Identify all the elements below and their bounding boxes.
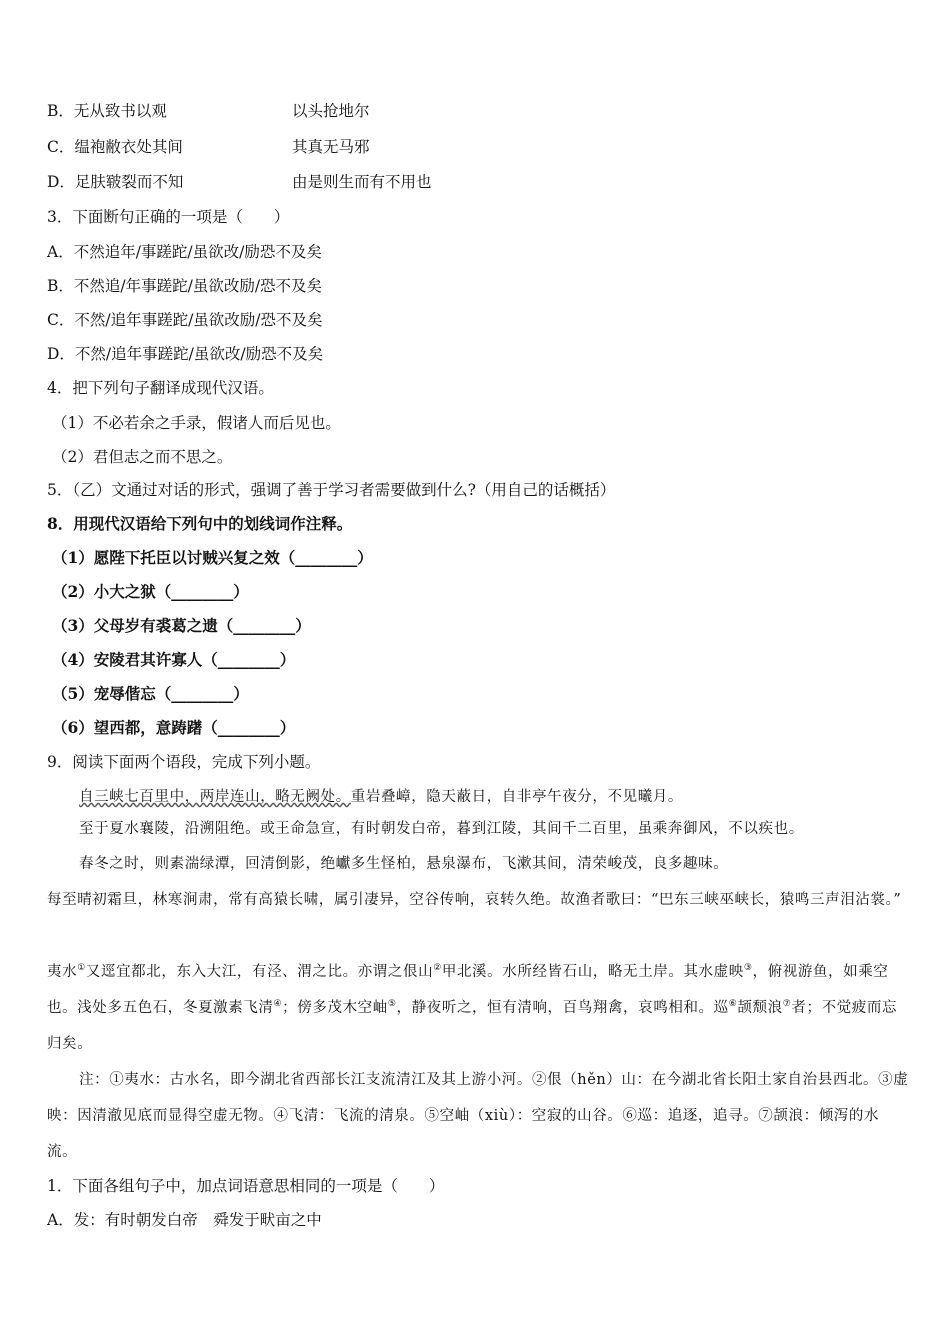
passage-text: ，静夜听之，恒有清响，百鸟翔禽，哀鸣相和。巡 (396, 1000, 729, 1016)
passage-text: 甲北溪。水所经皆石山，略无土岸。其水虚映 (441, 964, 744, 980)
passage-text: 重岩叠嶂，隐天蔽日，自非亭午夜分，不见曦月。 (350, 789, 684, 805)
passage-paragraph-2: 至于夏水襄陵，沿溯阻绝。或王命急宣，有时朝发白帝，暮到江陵，其间千二百里，虽乘奔御风，不以疾也。 (79, 821, 804, 837)
q3-option-a: A．不然追年/事蹉跎/虽欲改/励恐不及矣 (47, 243, 322, 261)
q8-item-3: （3）父母岁有裘葛之遗（________） (52, 616, 311, 635)
passage-text: 者；不觉疲而忘归矣。 (47, 1000, 898, 1052)
q5-stem: 5．（乙）文通过对话的形式，强调了善于学习者需要做到什么?（用自己的话概括） (47, 481, 616, 499)
q4-stem: 4．把下列句子翻译成现代汉语。 (47, 379, 274, 397)
q8-item-4: （4）安陵君其许寡人（________） (52, 650, 296, 669)
passage-text: 夷水 (47, 964, 78, 980)
q8-item-5: （5）宠辱偕忘（________） (52, 684, 249, 703)
q8-item-1: （1）愿陛下托臣以讨贼兴复之效（________） (52, 548, 373, 567)
passage-text: 又逕宜都北，东入大江，有泾、渭之比。亦谓之佷山 (85, 964, 434, 980)
q2-option-d-right: 由是则生而有不用也 (292, 173, 432, 191)
q3-option-d: D．不然/追年事蹉跎/虽欲改/励恐不及矣 (47, 345, 324, 363)
footnote-marker: ③ (743, 963, 753, 974)
q2-option-b-right: 以头抢地尔 (292, 102, 370, 120)
passage-paragraph-5 (47, 954, 909, 1062)
q8-item-6: （6）望西都，意踌躇（________） (52, 718, 296, 737)
q2-option-c-right: 其真无马邪 (292, 138, 370, 156)
passage-text: 颉颓浪 (737, 1000, 783, 1016)
q3-option-c: C．不然/追年事蹉跎/虽欲改励/恐不及矣 (47, 311, 323, 329)
q2-option-b: B．无从致书以观 (47, 102, 167, 120)
passage-paragraph-3: 春冬之时，则素湍绿潭，回清倒影，绝巘多生怪柏，悬泉瀑布，飞漱其间，清荣峻茂，良多趣味。 (79, 856, 729, 872)
underlined-sentence: 自三峡七百里中，两岸连山，略无阙处。 (79, 789, 351, 805)
q8-item-2: （2）小大之狱（________） (52, 582, 249, 601)
q2-option-d: D．足肤皲裂而不知 (47, 173, 184, 191)
q2-option-c: C．缊袍敝衣处其间 (47, 138, 183, 156)
footnote-marker: ② (433, 963, 442, 974)
footnote-marker: ④ (273, 999, 283, 1010)
passage-text: ；傍多茂木空岫 (282, 1000, 388, 1016)
q4-item-1: （1）不必若余之手录，假诸人而后见也。 (52, 414, 341, 432)
sub1-stem: 1．下面各组句子中，加点词语意思相同的一项是（ ） (47, 1177, 445, 1195)
passage-text: ，俯视游鱼，如乘空也。浅处多五色石，冬夏激素飞清 (47, 964, 889, 1016)
q9-stem: 9．阅读下面两个语段，完成下列小题。 (47, 753, 321, 771)
passage-notes: 注：①夷水：古水名，即今湖北省西部长江支流清江及其上游小河。②佷（hěn）山：在今湖北省长阳土家自治县西北。③虚映：因清澈见底而显得空虚无物。④飞清：飞流的清泉。⑤空岫（xiù）：空寂的山谷。⑥巡：追逐，追寻。⑦颉浪：倾泻的水流。 (47, 1072, 909, 1160)
q3-option-b: B．不然追/年事蹉跎/虽欲改励/恐不及矣 (47, 277, 323, 295)
q8-stem: 8．用现代汉语给下列句中的划线词作注释。 (47, 514, 353, 533)
passage-paragraph-1 (79, 779, 909, 815)
footnote-marker: ⑦ (782, 999, 792, 1010)
q4-item-2: （2）君但志之而不思之。 (52, 448, 233, 466)
footnote-marker: ⑥ (728, 999, 738, 1010)
passage-paragraph-4: 每至晴初霜旦，林寒涧肃，常有高猿长啸，属引凄异，空谷传响，哀转久绝。故渔者歌曰：“巴东三峡巫峡长，猿鸣三声泪沾裳。” (47, 892, 902, 908)
q3-stem: 3．下面断句正确的一项是（ ） (47, 208, 290, 226)
footnote-marker: ① (77, 963, 86, 974)
footnote-marker: ⑤ (387, 999, 397, 1010)
sub1-option-a: A．发：有时朝发白帝 舜发于畎亩之中 (47, 1211, 322, 1229)
